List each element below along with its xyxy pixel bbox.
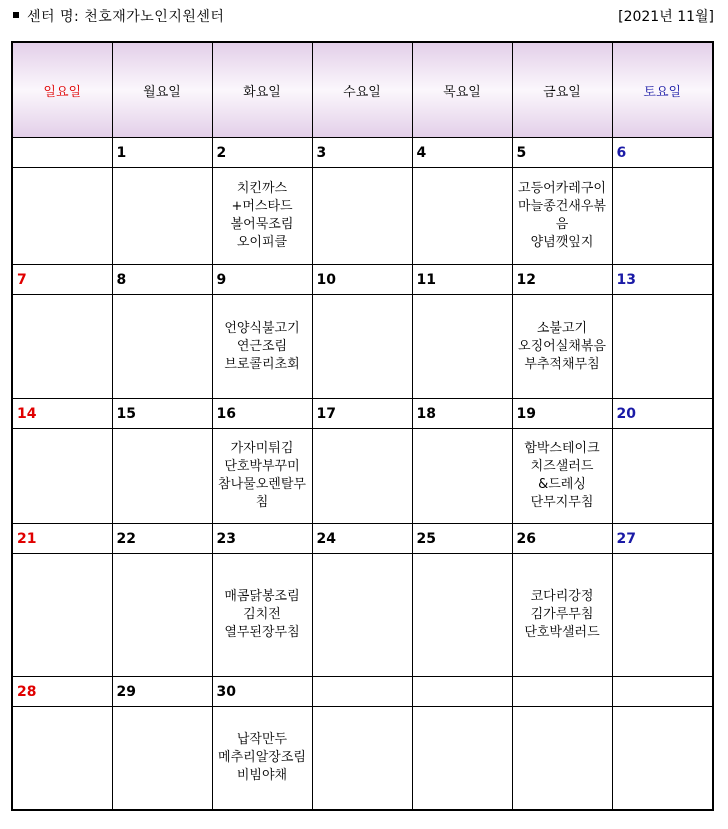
day-number: 28 [12, 677, 112, 707]
menu-item: 오이피클 [236, 235, 288, 250]
date-row [12, 138, 713, 168]
menu-item: 치즈샐러드 [530, 459, 594, 474]
weekday-sunday: 일요일 [12, 42, 112, 138]
day-number: 4 [412, 138, 512, 168]
menu-item: 치킨까스 [236, 181, 288, 196]
date-row [12, 399, 713, 429]
empty-cell [112, 168, 212, 265]
menu-item: 가자미튀김 [230, 441, 294, 456]
empty-cell [312, 295, 412, 399]
menu-item: 매콤닭봉조림 [224, 589, 300, 604]
month-label: [2021년 11월] [618, 9, 714, 25]
empty-cell [12, 429, 112, 524]
menu-item: 메추리알장조림 [218, 750, 306, 765]
day-number [512, 677, 612, 707]
center-name: 센터 명: 천호재가노인지원센터 [27, 9, 225, 25]
day-number: 22 [112, 524, 212, 554]
menu-cell [212, 554, 312, 677]
empty-cell [312, 554, 412, 677]
weekday-monday: 월요일 [112, 42, 212, 138]
empty-cell [312, 429, 412, 524]
empty-cell [412, 295, 512, 399]
menu-item: &드레싱 [538, 477, 586, 492]
menu-item: 양념깻잎지 [530, 235, 594, 250]
menu-item: 볼어묵조림 [230, 217, 294, 232]
day-number: 14 [12, 399, 112, 429]
empty-cell [412, 554, 512, 677]
empty-cell [12, 168, 112, 265]
weekday-friday: 금요일 [512, 42, 612, 138]
menu-row [12, 429, 713, 524]
empty-cell [612, 429, 713, 524]
empty-cell [312, 168, 412, 265]
weekday-header-row [12, 42, 713, 138]
day-number: 2 [212, 138, 312, 168]
weekday-saturday: 토요일 [612, 42, 713, 138]
day-number: 12 [512, 265, 612, 295]
menu-item: 부추적채무침 [524, 356, 600, 372]
day-number: 19 [512, 399, 612, 429]
menu-cell [212, 707, 312, 811]
day-number: 17 [312, 399, 412, 429]
day-number: 9 [212, 265, 312, 295]
menu-cell [212, 295, 312, 399]
menu-item: 고등어카레구이 [518, 181, 606, 196]
menu-cell [512, 707, 612, 811]
bullet-icon [13, 12, 19, 18]
menu-item: 마늘종건새우볶음 [518, 199, 606, 232]
day-number: 11 [412, 265, 512, 295]
empty-cell [612, 554, 713, 677]
menu-row [12, 554, 713, 677]
day-number: 27 [612, 524, 713, 554]
menu-item: 참나물오렌탈무침 [218, 477, 306, 510]
empty-cell [112, 429, 212, 524]
weekday-thursday: 목요일 [412, 42, 512, 138]
empty-cell [112, 554, 212, 677]
empty-cell [412, 429, 512, 524]
menu-item: 소불고기 [536, 320, 588, 336]
empty-cell [112, 295, 212, 399]
day-number: 3 [312, 138, 412, 168]
day-number: 30 [212, 677, 312, 707]
day-number: 25 [412, 524, 512, 554]
menu-cell [212, 168, 312, 265]
day-number: 20 [612, 399, 713, 429]
empty-cell [612, 168, 713, 265]
day-number: 24 [312, 524, 412, 554]
weekday-wednesday: 수요일 [312, 42, 412, 138]
menu-cell [512, 429, 612, 524]
day-number: 1 [112, 138, 212, 168]
day-number: 8 [112, 265, 212, 295]
day-number: 15 [112, 399, 212, 429]
menu-item: 언양식불고기 [224, 320, 300, 336]
menu-item: 오징어실채볶음 [518, 338, 606, 354]
empty-cell [412, 168, 512, 265]
menu-item: 코다리강정 [530, 589, 594, 604]
empty-cell [412, 707, 512, 811]
empty-cell [112, 707, 212, 811]
day-number [612, 677, 713, 707]
menu-item: 연근조림 [236, 338, 288, 354]
day-number [312, 677, 412, 707]
menu-item: 단무지무침 [530, 495, 594, 510]
empty-cell [12, 554, 112, 677]
menu-item: 비빔야채 [236, 768, 288, 783]
day-number: 29 [112, 677, 212, 707]
date-row [12, 524, 713, 554]
menu-cell [212, 429, 312, 524]
empty-cell [12, 707, 112, 811]
day-number: 26 [512, 524, 612, 554]
menu-item: +머스타드 [231, 199, 293, 214]
menu-cell [512, 295, 612, 399]
day-number: 13 [612, 265, 713, 295]
day-number: 16 [212, 399, 312, 429]
day-number: 5 [512, 138, 612, 168]
menu-row [12, 168, 713, 265]
day-number [12, 138, 112, 168]
menu-item: 김가루무침 [530, 607, 594, 622]
date-row [12, 677, 713, 707]
empty-cell [312, 707, 412, 811]
day-number: 23 [212, 524, 312, 554]
menu-cell [512, 168, 612, 265]
day-number: 18 [412, 399, 512, 429]
day-number: 10 [312, 265, 412, 295]
date-row [12, 265, 713, 295]
day-number [412, 677, 512, 707]
weekday-tuesday: 화요일 [212, 42, 312, 138]
day-number: 7 [12, 265, 112, 295]
day-number: 6 [612, 138, 713, 168]
menu-item: 김치전 [243, 607, 281, 622]
menu-item: 단호박부꾸미 [224, 459, 300, 474]
page-header [0, 0, 728, 36]
empty-cell [12, 295, 112, 399]
menu-item: 열무된장무침 [224, 625, 300, 640]
menu-item: 단호박샐러드 [524, 625, 600, 640]
day-number: 21 [12, 524, 112, 554]
menu-row [12, 295, 713, 399]
menu-cell [512, 554, 612, 677]
menu-item: 브로콜리초회 [224, 356, 300, 372]
empty-cell [612, 295, 713, 399]
menu-item: 함박스테이크 [524, 441, 600, 456]
menu-item: 납작만두 [236, 732, 288, 747]
menu-row [12, 707, 713, 811]
empty-cell [612, 707, 713, 811]
meal-calendar [11, 41, 714, 811]
